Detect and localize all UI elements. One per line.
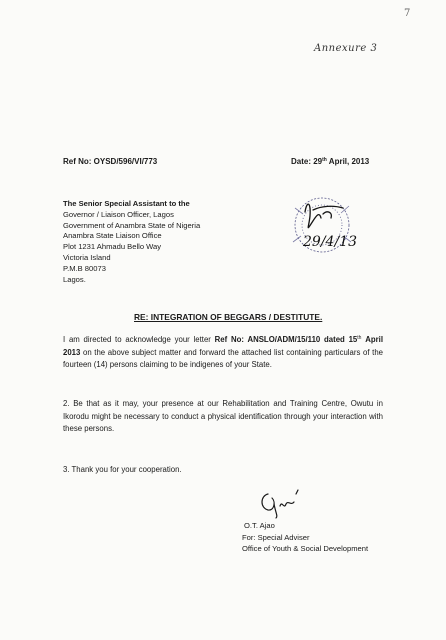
addressee-line: Anambra State Liaison Office [63, 231, 162, 241]
addressee-line: Victoria Island [63, 252, 111, 262]
signature-block [242, 520, 368, 555]
received-stamp [281, 190, 363, 260]
stamp-handwritten-date: 29/4/13 [303, 234, 357, 250]
addressee-line: The Senior Special Assistant to the [63, 199, 190, 208]
addressee-line: P.M.B 80073 [63, 263, 106, 273]
body-paragraph-1: I am directed to acknowledge your letter Ref No: ANSLO/ADM/15/110 dated 15th April 2013 on the above subject matter and forward the attached list containing particulars of the fourteen (14) persons claiming to be indigenes of your State. [63, 335, 383, 370]
addressee-line: Governor / Liaison Officer, Lagos [63, 209, 174, 219]
addressee-block [63, 199, 200, 285]
signatory-title: For: Special Adviser [242, 532, 310, 542]
addressee-line: Lagos. [63, 274, 86, 284]
annex-label: Annexure 3 [314, 43, 378, 54]
addressee-line: Government of Anambra State of Nigeria [63, 220, 201, 230]
corner-pen-mark: 7 [404, 8, 411, 19]
signatory-office: Office of Youth & Social Development [242, 544, 369, 553]
letter-date: Date: 29th April, 2013 [291, 157, 370, 166]
body-paragraph-2: 2. Be that as it may, your presence at our Rehabilitation and Training Centre, Owutu in Ikorodu might be necessary to conduct a physical identification through your interaction with these persons. [63, 399, 383, 434]
body-paragraph-3: 3. Thank you for your cooperation. [63, 465, 182, 474]
letter-subject: RE: INTEGRATION OF BEGGARS / DESTITUTE. [134, 312, 323, 322]
signatory-name: O.T. Ajao [244, 521, 275, 530]
addressee-line: Plot 1231 Ahmadu Bello Way [63, 242, 162, 252]
handwritten-signature [258, 486, 302, 520]
reference-number: Ref No: OYSD/596/VI/773 [63, 157, 158, 166]
